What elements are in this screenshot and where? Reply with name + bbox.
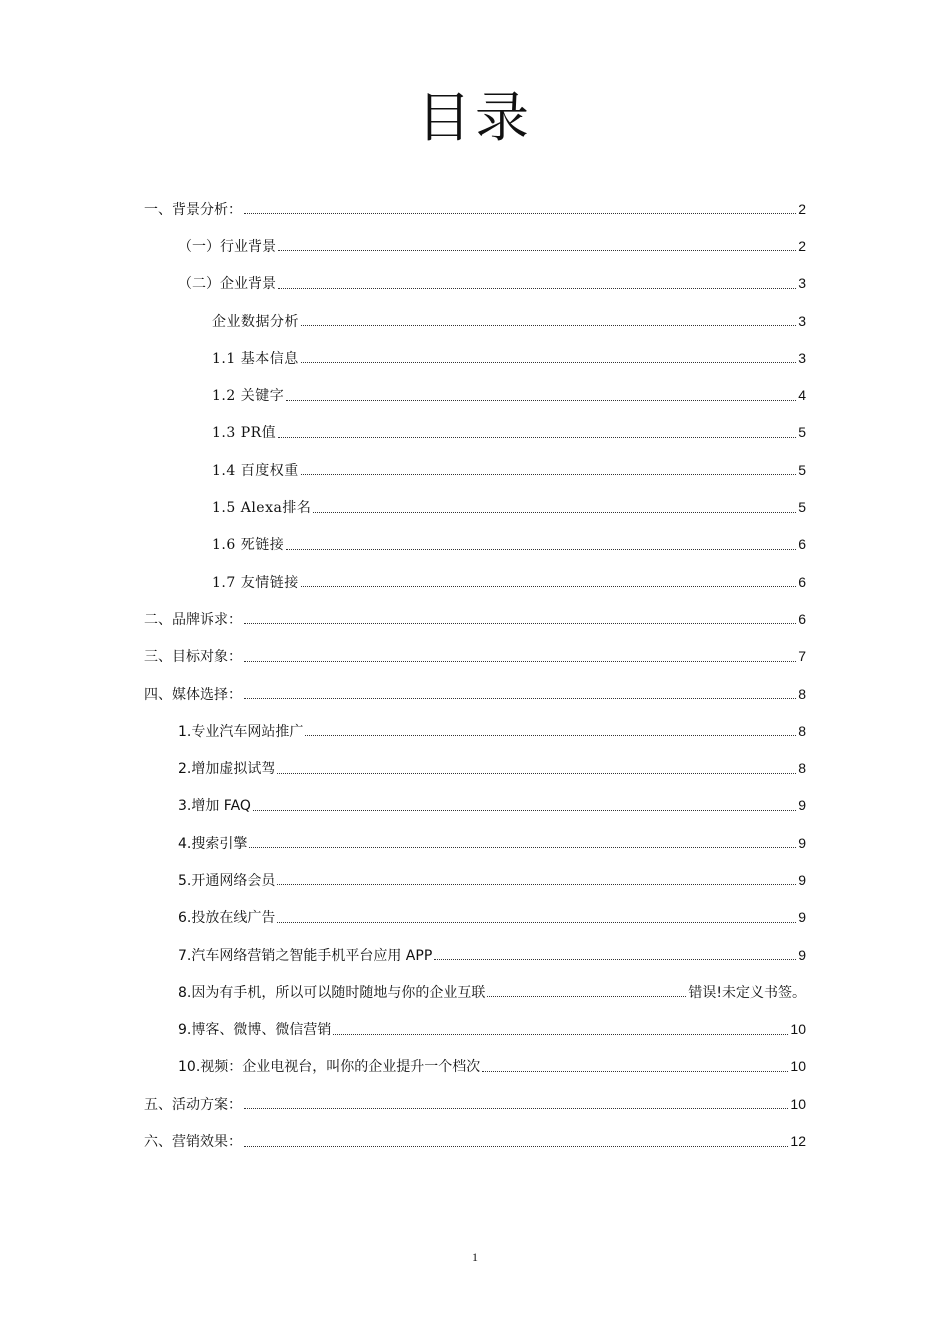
toc-entry[interactable] [0,265,950,302]
toc-entry-page: 10 [790,1021,806,1038]
toc-entry-page: 5 [798,461,806,478]
dot-leader [301,362,796,363]
toc-entry-title: 1.专业汽车网站推广 [178,723,304,740]
toc-entry-page: 2 [798,237,806,254]
toc-entry[interactable] [0,190,950,227]
dot-leader [333,1034,788,1035]
toc-entry-page: 3 [798,275,806,292]
toc-entry-title: 3.增加 FAQ [178,798,251,815]
toc-entry[interactable] [0,973,950,1010]
dot-leader [244,1146,788,1147]
toc-entry-title: 1.2 关键字 [212,388,285,405]
toc-entry-title: 6.投放在线广告 [178,910,276,927]
toc-entry-page: 6 [798,573,806,590]
dot-leader [434,959,796,960]
toc-entry-title: 4.搜索引擎 [178,835,248,852]
toc-entry-page: 5 [798,424,806,441]
toc-entry[interactable] [0,861,950,898]
toc-entry[interactable] [0,302,950,339]
toc-entry[interactable] [0,1011,950,1048]
toc-entry[interactable] [0,1048,950,1085]
toc-entry-title: 五、活动方案： [144,1096,242,1113]
dot-leader [301,325,796,326]
toc-entry[interactable] [0,227,950,264]
toc-entry-page: 9 [798,797,806,814]
dot-leader [277,922,796,923]
toc-entry[interactable] [0,600,950,637]
toc-entry-page: 9 [798,834,806,851]
toc-entry-title: 四、媒体选择： [144,686,242,703]
toc-entry-title: 10.视频：企业电视台，叫你的企业提升一个档次 [178,1059,481,1076]
toc-entry-page: 3 [798,312,806,329]
toc-entry-page: 8 [798,722,806,739]
toc-entry-title: 1.1 基本信息 [212,350,299,367]
toc-entry[interactable] [0,563,950,600]
toc-entry-title: 2.增加虚拟试驾 [178,761,276,778]
dot-leader [244,213,796,214]
toc-entry[interactable] [0,1122,950,1159]
dot-leader [244,661,796,662]
dot-leader [253,810,796,811]
toc-entry-page: 9 [798,871,806,888]
toc-entry[interactable] [0,675,950,712]
dot-leader [313,512,796,513]
toc-entry-page: 9 [798,909,806,926]
toc-entry[interactable] [0,824,950,861]
toc-entry-page: 6 [798,536,806,553]
dot-leader [286,400,796,401]
dot-leader [487,996,686,997]
dot-leader [244,623,796,624]
toc-entry-page: 10 [790,1058,806,1075]
toc-entry-title: 企业数据分析 [212,313,299,330]
toc-entry-title: 1.4 百度权重 [212,462,299,479]
toc-entry[interactable] [0,488,950,525]
toc-entry[interactable] [0,899,950,936]
toc-entry-title: 六、营销效果： [144,1134,242,1151]
dot-leader [286,549,796,550]
dot-leader [249,847,796,848]
toc-entry-page: 10 [790,1095,806,1112]
toc-entry-title: （一）行业背景 [178,238,276,255]
toc-entry-title: 一、背景分析： [144,201,242,218]
table-of-contents [0,190,950,1160]
toc-entry[interactable] [0,787,950,824]
dot-leader [301,586,796,587]
toc-entry-page: 8 [798,760,806,777]
toc-entry-page: 3 [798,349,806,366]
toc-entry-title: 1.5 Alexa排名 [212,500,312,517]
dot-leader [305,735,796,736]
toc-entry[interactable] [0,638,950,675]
toc-entry-page: 4 [798,387,806,404]
dot-leader [278,437,796,438]
toc-entry-title: 5.开通网络会员 [178,872,276,889]
dot-leader [244,1108,788,1109]
toc-entry-title: 8.因为有手机，所以可以随时随地与你的企业互联 [178,984,486,1001]
dot-leader [482,1071,788,1072]
page-title: 目录 [417,86,533,149]
page-number: 1 [472,1250,478,1264]
toc-entry-page: 2 [798,200,806,217]
dot-leader [244,698,796,699]
toc-entry-title: 7.汽车网络营销之智能手机平台应用 APP [178,947,433,964]
toc-entry-title: 1.6 死链接 [212,537,285,554]
toc-entry-page: 12 [790,1133,806,1150]
toc-entry[interactable] [0,749,950,786]
toc-entry-page: 9 [798,946,806,963]
toc-entry-title: 9.博客、微博、微信营销 [178,1022,332,1039]
toc-entry[interactable] [0,712,950,749]
dot-leader [301,474,796,475]
toc-entry-page: 6 [798,610,806,627]
toc-entry-page: 5 [798,499,806,516]
toc-entry-title: 二、品牌诉求： [144,611,242,628]
toc-entry[interactable] [0,339,950,376]
toc-entry[interactable] [0,936,950,973]
toc-entry[interactable] [0,1085,950,1122]
toc-entry[interactable] [0,376,950,413]
dot-leader [278,250,796,251]
toc-entry-title: 1.3 PR值 [212,425,277,442]
dot-leader [278,288,796,289]
toc-entry-page: 8 [798,685,806,702]
toc-entry-title: 三、目标对象： [144,649,242,666]
toc-entry-page: 7 [798,648,806,665]
dot-leader [277,773,796,774]
toc-entry[interactable] [0,414,950,451]
toc-entry[interactable] [0,526,950,563]
toc-entry[interactable] [0,451,950,488]
toc-entry-page: 错误!未定义书签。 [688,984,806,1001]
toc-entry-title: （二）企业背景 [178,276,276,293]
dot-leader [277,884,796,885]
toc-entry-title: 1.7 友情链接 [212,574,299,591]
